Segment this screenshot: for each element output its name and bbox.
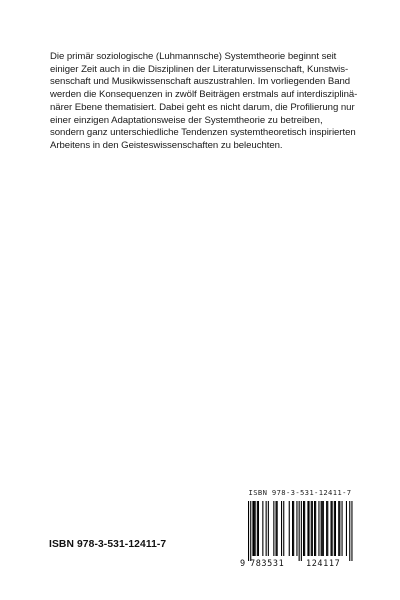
barcode-bar [326,501,327,556]
barcode-guard-bar [351,501,352,561]
barcode-bar [293,501,294,556]
barcode-bar [283,501,284,556]
barcode-bar [262,501,263,556]
barcode-bar [346,501,347,556]
blurb-line: werden die Konsequenzen in zwölf Beiträgen erstmals auf interdisziplinä- [50,89,358,101]
barcode-bar [321,501,322,556]
barcode-bar [258,501,259,556]
barcode-left-digits: 783531 [250,559,285,569]
barcode-bar [315,501,316,556]
barcode-bar [273,501,274,556]
blurb-line: senschaft und Musikwissenschaft auszustrahlen. Im vorliegenden Band [50,76,351,88]
barcode-bars [248,501,353,561]
barcode-guard-bar [250,501,251,561]
blurb-line: einer einzigen Adaptationsweise der Systemtheorie zu betreiben, [50,114,323,126]
barcode-bar [303,501,304,556]
barcode-lead-digit: 9 [240,559,246,569]
barcode-bar [257,501,258,556]
blurb-line: närer Ebene thematisiert. Dabei geht es nicht darum, die Profilierung nur [50,101,355,113]
barcode-bar [266,501,267,556]
barcode-bar [314,501,315,556]
barcode-bar [322,501,323,556]
blurb-line: Arbeitens in den Geisteswissenschaften zu beleuchten. [50,139,283,151]
barcode-bar [254,501,255,556]
blurb-line: Die primär soziologische (Luhmannsche) Systemtheorie beginnt seit [50,51,337,62]
barcode-bar [289,501,290,556]
barcode-bar [268,501,269,556]
barcode-bar [255,501,256,556]
blurb-line: sondern ganz unterschiedliche Tendenzen systemtheoretisch inspirierten [50,127,356,139]
barcode-bar [309,501,310,556]
barcode-bar [307,501,308,556]
barcode-bar [338,501,339,556]
isbn-barcode [236,488,364,569]
barcode-guard-bar [349,501,350,561]
cover-blurb [50,51,356,153]
barcode-bar [252,501,253,556]
barcode-bar [312,501,313,556]
barcode-bar [332,501,333,556]
barcode-bar [276,501,277,556]
barcode-guard-bar [301,501,302,561]
barcode-bar [304,501,305,556]
barcode-bar [277,501,278,556]
barcode-bar [323,501,324,556]
barcode-guard-bar [248,501,249,561]
barcode-bar [296,501,297,556]
barcode-bar [335,501,336,556]
barcode-bar [311,501,312,556]
blurb-line: einiger Zeit auch in die Disziplinen der Literaturwissenschaft, Kunstwis- [50,63,349,75]
barcode-guard-bar [299,501,300,561]
barcode-bar [281,501,282,556]
barcode-bar [342,501,343,556]
barcode-right-digits: 124117 [306,559,341,569]
isbn-text: ISBN 978-3-531-12411-7 [49,539,167,550]
barcode-bar [318,501,319,556]
barcode-graphic [236,499,364,569]
barcode-bar [292,501,293,556]
barcode-bar [334,501,335,556]
barcode-bar [327,501,328,556]
barcode-caption: ISBN 978-3-531-12411-7 [248,488,352,497]
barcode-bar [331,501,332,556]
barcode-bar [339,501,340,556]
